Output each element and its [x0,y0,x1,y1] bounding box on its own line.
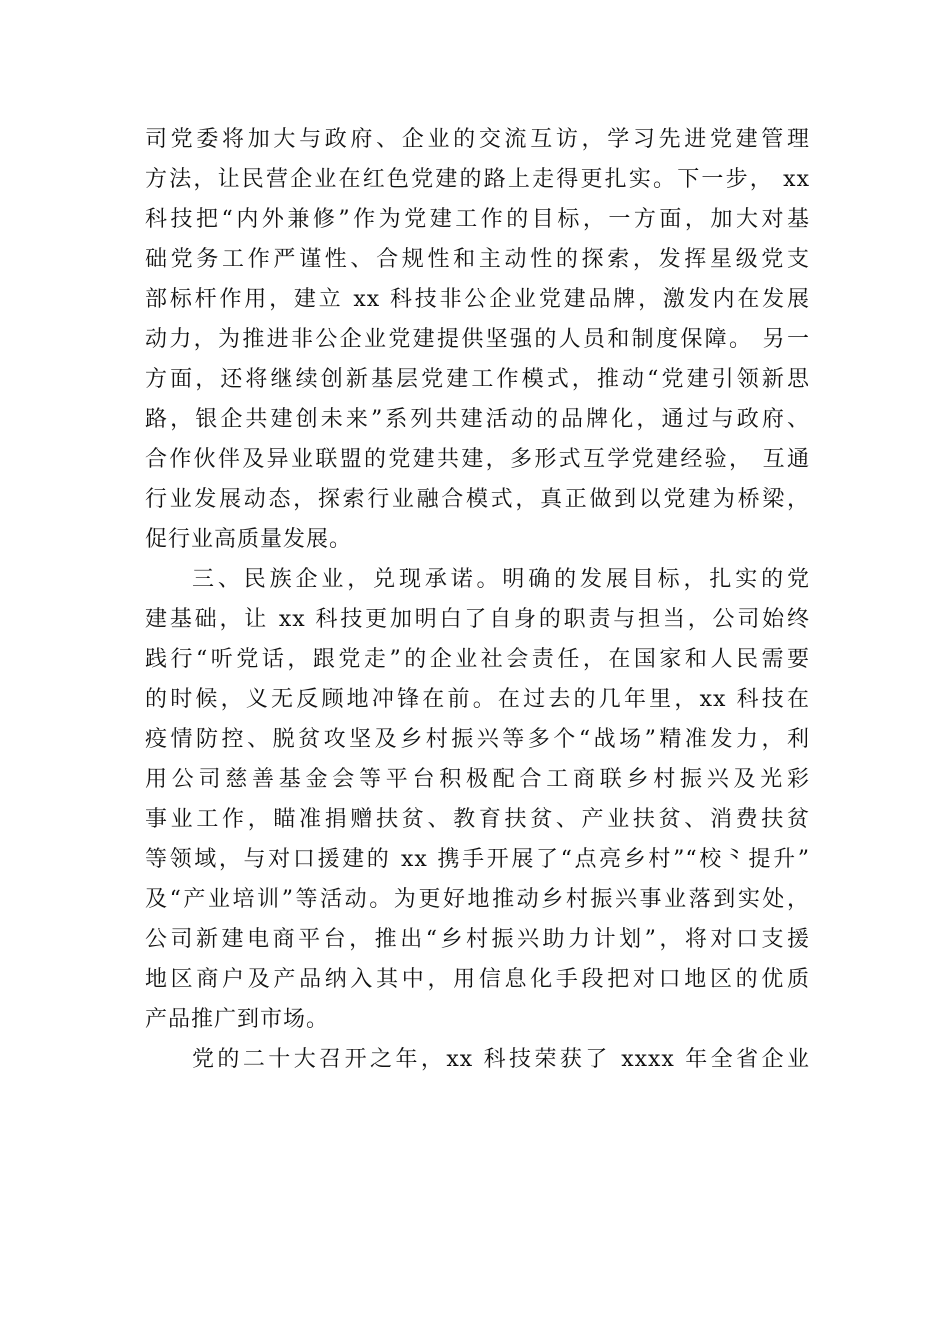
text-line: 司党委将加大与政府、企业的交流互访，学习先进党建管理 [145,127,810,152]
text-line: 动力，为推进非公企业党建提供坚强的人员和制度保障。 另一 [145,327,810,352]
text-line: 合作伙伴及异业联盟的党建共建，多形式互学党建经验， 互通 [145,447,810,472]
text-line: 的时候，义无反顾地冲锋在前。在过去的几年里，xx 科技在 [145,687,810,712]
text-line: 疫情防控、脱贫攻坚及乡村振兴等多个“战场”精准发力，利 [145,727,810,752]
section-heading-line: 三、民族企业，兑现承诺。明确的发展目标，扎实的党 [192,567,810,592]
text-line: 础党务工作严谨性、合规性和主动性的探索，发挥星级党支 [145,247,810,272]
text-line: 产品推广到市场。 [145,1007,330,1032]
text-line: 及“产业培训”等活动。为更好地推动乡村振兴事业落到实处， [145,887,810,912]
text-line: 部标杆作用，建立 xx 科技非公企业党建品牌，激发内在发展 [145,287,810,312]
body-text [145,120,810,1080]
text-line: 路，银企共建创未来”系列共建活动的品牌化，通过与政府、 [145,407,810,432]
text-line: 方面，还将继续创新基层党建工作模式，推动“党建引领新思 [145,367,810,392]
text-line: 方法，让民营企业在红色党建的路上走得更扎实。下一步， xx [145,167,810,192]
text-line: 践行“听党话，跟党走”的企业社会责任，在国家和人民需要 [145,647,810,672]
text-line: 等领域，与对口援建的 xx 携手开展了“点亮乡村”“校⺀提升” [145,847,810,872]
text-line: 用公司慈善基金会等平台积极配合工商联乡村振兴及光彩 [145,767,810,792]
text-line: 行业发展动态，探索行业融合模式，真正做到以党建为桥梁， [145,487,810,512]
text-line: 党的二十大召开之年，xx 科技荣获了 xxxx 年全省企业 [192,1047,810,1072]
text-line: 公司新建电商平台，推出“乡村振兴助力计划”，将对口支援 [145,927,810,952]
text-line: 地区商户及产品纳入其中，用信息化手段把对口地区的优质 [145,967,810,992]
text-line: 事业工作，瞄准捐赠扶贫、教育扶贫、产业扶贫、消费扶贫 [145,807,810,832]
text-line: 科技把“内外兼修”作为党建工作的目标，一方面，加大对基 [145,207,810,232]
text-line: 促行业高质量发展。 [145,527,353,552]
text-line: 建基础，让 xx 科技更加明白了自身的职责与担当，公司始终 [145,607,810,632]
